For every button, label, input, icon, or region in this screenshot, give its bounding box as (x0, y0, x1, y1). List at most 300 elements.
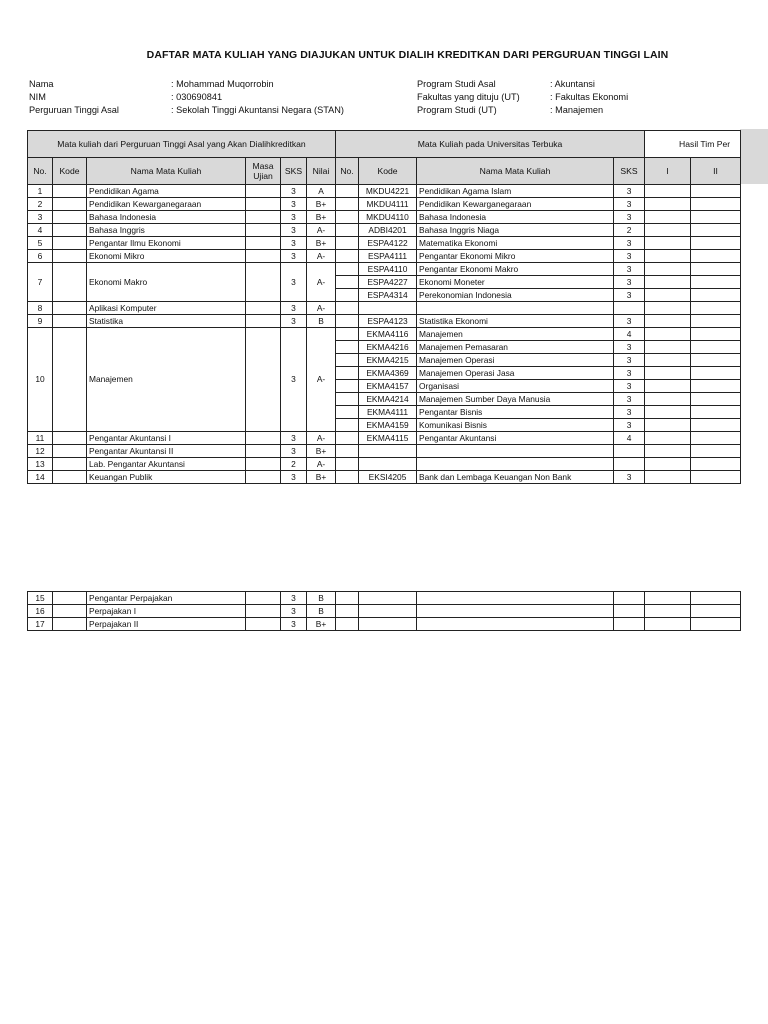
cell-no: 11 (28, 432, 53, 445)
cell-nama: Pengantar Ilmu Ekonomi (87, 237, 246, 250)
cell-sks-ut: 3 (614, 198, 645, 211)
cell-kode (53, 302, 87, 315)
cell-nama: Ekonomi Makro (87, 263, 246, 302)
cell-hasil-2 (691, 605, 741, 618)
cell-nama-ut (417, 618, 614, 631)
table-row (28, 263, 741, 276)
cell-hasil-1 (645, 354, 691, 367)
cell-masa-ujian (246, 432, 281, 445)
cell-nilai: A- (307, 250, 336, 263)
course-transfer-table-continued (27, 591, 741, 631)
table-row (28, 471, 741, 484)
cell-nilai: B+ (307, 237, 336, 250)
col-hasil-2: II (691, 158, 741, 185)
table-body-continued (28, 592, 741, 631)
cell-no-ut (336, 406, 359, 419)
cell-masa-ujian (246, 328, 281, 432)
cell-no-ut (336, 302, 359, 315)
cell-no-ut (336, 618, 359, 631)
cell-sks: 3 (281, 263, 307, 302)
cell-sks: 3 (281, 237, 307, 250)
cell-kode-ut: ESPA4110 (359, 263, 417, 276)
cell-no: 15 (28, 592, 53, 605)
cell-nilai: B (307, 592, 336, 605)
cell-kode-ut: EKMA4116 (359, 328, 417, 341)
header-asal: Mata kuliah dari Perguruan Tinggi Asal yang Akan Dialihkreditkan (28, 131, 336, 158)
cell-masa-ujian (246, 224, 281, 237)
cell-no: 3 (28, 211, 53, 224)
cell-nama-ut: Pengantar Akuntansi (417, 432, 614, 445)
cell-no: 14 (28, 471, 53, 484)
cell-kode (53, 445, 87, 458)
cell-no-ut (336, 224, 359, 237)
cell-sks-ut: 3 (614, 237, 645, 250)
hasil-header-overflow (740, 129, 768, 184)
cell-nilai: A- (307, 224, 336, 237)
cell-sks: 3 (281, 328, 307, 432)
cell-kode-ut: ESPA4111 (359, 250, 417, 263)
cell-kode (53, 471, 87, 484)
cell-masa-ujian (246, 605, 281, 618)
cell-kode-ut (359, 302, 417, 315)
cell-no-ut (336, 471, 359, 484)
cell-nama-ut: Pengantar Ekonomi Mikro (417, 250, 614, 263)
cell-kode (53, 263, 87, 302)
col-hasil-1: I (645, 158, 691, 185)
cell-hasil-1 (645, 445, 691, 458)
cell-masa-ujian (246, 211, 281, 224)
table-row (28, 302, 741, 315)
cell-hasil-1 (645, 592, 691, 605)
table-row (28, 458, 741, 471)
info-label: Perguruan Tinggi Asal (29, 105, 119, 115)
cell-kode-ut: ESPA4123 (359, 315, 417, 328)
col-kode: Kode (53, 158, 87, 185)
col-nama: Nama Mata Kuliah (87, 158, 246, 185)
cell-sks-ut: 3 (614, 471, 645, 484)
cell-kode (53, 432, 87, 445)
cell-masa-ujian (246, 471, 281, 484)
cell-kode (53, 618, 87, 631)
cell-nama: Aplikasi Komputer (87, 302, 246, 315)
cell-sks: 3 (281, 211, 307, 224)
cell-nama-ut: Manajemen Sumber Daya Manusia (417, 393, 614, 406)
cell-sks-ut: 3 (614, 354, 645, 367)
cell-nama: Bahasa Indonesia (87, 211, 246, 224)
info-row-perguruan-tinggi (29, 104, 344, 117)
table-group-header-row (28, 131, 741, 158)
cell-hasil-2 (691, 185, 741, 198)
cell-sks: 3 (281, 302, 307, 315)
table-row (28, 315, 741, 328)
cell-nama-ut: Pengantar Ekonomi Makro (417, 263, 614, 276)
cell-masa-ujian (246, 315, 281, 328)
cell-hasil-2 (691, 250, 741, 263)
cell-sks-ut: 3 (614, 289, 645, 302)
cell-no: 1 (28, 185, 53, 198)
cell-sks: 3 (281, 592, 307, 605)
info-label: Fakultas yang dituju (UT) (417, 92, 520, 102)
cell-masa-ujian (246, 263, 281, 302)
cell-nilai: A- (307, 263, 336, 302)
cell-nama-ut: Manajemen Pemasaran (417, 341, 614, 354)
cell-hasil-1 (645, 315, 691, 328)
table-row (28, 185, 741, 198)
info-row-nim (29, 91, 344, 104)
cell-nama: Keuangan Publik (87, 471, 246, 484)
cell-hasil-2 (691, 445, 741, 458)
cell-hasil-1 (645, 198, 691, 211)
cell-hasil-2 (691, 380, 741, 393)
cell-sks: 3 (281, 471, 307, 484)
header-ut: Mata Kuliah pada Universitas Terbuka (336, 131, 645, 158)
cell-sks-ut (614, 458, 645, 471)
cell-no-ut (336, 341, 359, 354)
cell-kode-ut: EKSI4205 (359, 471, 417, 484)
header-hasil: Hasil Tim Per (645, 131, 741, 158)
cell-hasil-1 (645, 380, 691, 393)
table-row (28, 211, 741, 224)
cell-nama: Pengantar Akuntansi II (87, 445, 246, 458)
cell-kode-ut (359, 605, 417, 618)
cell-no-ut (336, 458, 359, 471)
cell-nama-ut: Bahasa Indonesia (417, 211, 614, 224)
cell-sks: 3 (281, 250, 307, 263)
info-label: NIM (29, 92, 46, 102)
cell-hasil-2 (691, 224, 741, 237)
cell-nama: Manajemen (87, 328, 246, 432)
cell-hasil-2 (691, 315, 741, 328)
cell-no-ut (336, 419, 359, 432)
cell-kode-ut: ESPA4227 (359, 276, 417, 289)
cell-kode (53, 211, 87, 224)
cell-nama-ut (417, 445, 614, 458)
cell-nilai: B (307, 315, 336, 328)
col-sks-ut: SKS (614, 158, 645, 185)
cell-nama: Bahasa Inggris (87, 224, 246, 237)
table-column-header-row (28, 158, 741, 185)
cell-hasil-1 (645, 302, 691, 315)
cell-kode-ut: EKMA4157 (359, 380, 417, 393)
cell-hasil-1 (645, 458, 691, 471)
cell-kode-ut: EKMA4369 (359, 367, 417, 380)
cell-hasil-1 (645, 289, 691, 302)
cell-nama-ut (417, 458, 614, 471)
cell-masa-ujian (246, 445, 281, 458)
cell-nama: Pengantar Perpajakan (87, 592, 246, 605)
cell-nama: Perpajakan II (87, 618, 246, 631)
cell-nilai: B+ (307, 471, 336, 484)
cell-nilai: B (307, 605, 336, 618)
cell-nilai: A- (307, 458, 336, 471)
cell-nilai: A- (307, 328, 336, 432)
info-label: Program Studi (UT) (417, 105, 497, 115)
cell-kode-ut (359, 458, 417, 471)
cell-kode-ut: MKDU4111 (359, 198, 417, 211)
cell-sks-ut: 3 (614, 315, 645, 328)
cell-no: 10 (28, 328, 53, 432)
cell-kode-ut: MKDU4221 (359, 185, 417, 198)
cell-hasil-2 (691, 432, 741, 445)
cell-nama-ut: Matematika Ekonomi (417, 237, 614, 250)
cell-nama-ut: Bahasa Inggris Niaga (417, 224, 614, 237)
cell-no-ut (336, 289, 359, 302)
col-nama-ut: Nama Mata Kuliah (417, 158, 614, 185)
cell-hasil-2 (691, 276, 741, 289)
cell-no: 17 (28, 618, 53, 631)
col-no: No. (28, 158, 53, 185)
table-row (28, 224, 741, 237)
cell-kode-ut: EKMA4115 (359, 432, 417, 445)
cell-sks-ut: 4 (614, 328, 645, 341)
cell-masa-ujian (246, 185, 281, 198)
cell-hasil-1 (645, 432, 691, 445)
cell-hasil-1 (645, 341, 691, 354)
cell-sks-ut (614, 302, 645, 315)
cell-sks-ut: 3 (614, 393, 645, 406)
cell-hasil-2 (691, 406, 741, 419)
cell-hasil-2 (691, 458, 741, 471)
cell-nama: Pendidikan Agama (87, 185, 246, 198)
cell-hasil-2 (691, 367, 741, 380)
info-label: Program Studi Asal (417, 79, 496, 89)
cell-nama-ut (417, 605, 614, 618)
info-value: : Fakultas Ekonomi (550, 92, 629, 102)
cell-kode (53, 605, 87, 618)
cell-kode-ut (359, 445, 417, 458)
cell-sks: 3 (281, 224, 307, 237)
cell-hasil-2 (691, 211, 741, 224)
cell-sks-ut: 3 (614, 406, 645, 419)
cell-sks-ut: 3 (614, 341, 645, 354)
course-transfer-table (27, 130, 741, 484)
cell-sks-ut: 4 (614, 432, 645, 445)
cell-no-ut (336, 605, 359, 618)
cell-nama-ut: Komunikasi Bisnis (417, 419, 614, 432)
cell-hasil-2 (691, 328, 741, 341)
cell-nama: Lab. Pengantar Akuntansi (87, 458, 246, 471)
cell-nama-ut (417, 302, 614, 315)
cell-no: 2 (28, 198, 53, 211)
cell-no: 9 (28, 315, 53, 328)
cell-kode-ut: EKMA4159 (359, 419, 417, 432)
info-row-nama (29, 78, 344, 91)
cell-kode (53, 592, 87, 605)
cell-sks-ut: 2 (614, 224, 645, 237)
cell-masa-ujian (246, 592, 281, 605)
cell-no: 13 (28, 458, 53, 471)
cell-hasil-1 (645, 618, 691, 631)
cell-kode (53, 315, 87, 328)
cell-hasil-2 (691, 419, 741, 432)
cell-no: 16 (28, 605, 53, 618)
cell-nama-ut (417, 592, 614, 605)
cell-nama-ut: Manajemen Operasi Jasa (417, 367, 614, 380)
cell-no-ut (336, 315, 359, 328)
cell-sks-ut: 3 (614, 211, 645, 224)
cell-nama: Statistika (87, 315, 246, 328)
cell-sks-ut: 3 (614, 367, 645, 380)
col-masa-ujian: Masa Ujian (246, 158, 281, 185)
cell-masa-ujian (246, 237, 281, 250)
info-label: Nama (29, 79, 54, 89)
cell-hasil-1 (645, 211, 691, 224)
cell-kode-ut: EKMA4111 (359, 406, 417, 419)
cell-hasil-2 (691, 592, 741, 605)
cell-hasil-2 (691, 354, 741, 367)
cell-no: 12 (28, 445, 53, 458)
info-value: : Akuntansi (550, 79, 595, 89)
cell-sks: 3 (281, 198, 307, 211)
student-info-left (29, 78, 344, 117)
cell-kode-ut (359, 592, 417, 605)
cell-kode-ut: EKMA4215 (359, 354, 417, 367)
cell-nilai: A- (307, 302, 336, 315)
cell-kode (53, 250, 87, 263)
table-row (28, 250, 741, 263)
info-value: : Sekolah Tinggi Akuntansi Negara (STAN) (171, 105, 344, 115)
info-row-prodi-ut (417, 104, 628, 117)
cell-hasil-2 (691, 618, 741, 631)
cell-nama: Pengantar Akuntansi I (87, 432, 246, 445)
cell-no-ut (336, 328, 359, 341)
cell-masa-ujian (246, 458, 281, 471)
cell-no-ut (336, 592, 359, 605)
cell-sks-ut: 3 (614, 185, 645, 198)
cell-nama-ut: Pengantar Bisnis (417, 406, 614, 419)
cell-hasil-2 (691, 289, 741, 302)
cell-nilai: B+ (307, 211, 336, 224)
cell-kode (53, 224, 87, 237)
table-row (28, 445, 741, 458)
col-nilai: Nilai (307, 158, 336, 185)
table-row (28, 432, 741, 445)
cell-hasil-1 (645, 393, 691, 406)
cell-hasil-2 (691, 302, 741, 315)
cell-hasil-1 (645, 250, 691, 263)
col-sks: SKS (281, 158, 307, 185)
cell-kode-ut (359, 618, 417, 631)
student-info-right (417, 78, 628, 117)
cell-no-ut (336, 354, 359, 367)
info-value: : 030690841 (171, 92, 223, 102)
cell-hasil-1 (645, 406, 691, 419)
cell-nama: Perpajakan I (87, 605, 246, 618)
cell-kode (53, 458, 87, 471)
cell-hasil-1 (645, 185, 691, 198)
cell-kode (53, 198, 87, 211)
cell-masa-ujian (246, 250, 281, 263)
table-body (28, 185, 741, 484)
cell-nilai: A- (307, 432, 336, 445)
cell-sks-ut (614, 618, 645, 631)
cell-no-ut (336, 237, 359, 250)
cell-sks-ut (614, 592, 645, 605)
cell-kode-ut: ESPA4122 (359, 237, 417, 250)
cell-no-ut (336, 393, 359, 406)
cell-hasil-1 (645, 224, 691, 237)
cell-hasil-2 (691, 471, 741, 484)
info-row-fakultas (417, 91, 628, 104)
cell-sks: 3 (281, 432, 307, 445)
cell-no: 4 (28, 224, 53, 237)
cell-no-ut (336, 198, 359, 211)
cell-no-ut (336, 380, 359, 393)
cell-no-ut (336, 185, 359, 198)
cell-hasil-1 (645, 237, 691, 250)
cell-no-ut (336, 263, 359, 276)
cell-masa-ujian (246, 618, 281, 631)
cell-nilai: B+ (307, 198, 336, 211)
cell-no: 6 (28, 250, 53, 263)
cell-nilai: A (307, 185, 336, 198)
cell-hasil-1 (645, 328, 691, 341)
cell-no-ut (336, 276, 359, 289)
cell-sks-ut: 3 (614, 419, 645, 432)
cell-nama-ut: Pendidikan Kewarganegaraan (417, 198, 614, 211)
cell-no-ut (336, 432, 359, 445)
table-row (28, 592, 741, 605)
cell-nama-ut: Perekonomian Indonesia (417, 289, 614, 302)
table-row (28, 618, 741, 631)
cell-sks: 2 (281, 458, 307, 471)
table-row (28, 605, 741, 618)
cell-no: 5 (28, 237, 53, 250)
cell-nama-ut: Bank dan Lembaga Keuangan Non Bank (417, 471, 614, 484)
cell-no-ut (336, 445, 359, 458)
cell-hasil-2 (691, 237, 741, 250)
cell-no: 8 (28, 302, 53, 315)
cell-kode (53, 328, 87, 432)
cell-sks: 3 (281, 605, 307, 618)
cell-no-ut (336, 211, 359, 224)
cell-hasil-1 (645, 276, 691, 289)
cell-kode-ut: ADBI4201 (359, 224, 417, 237)
cell-no-ut (336, 250, 359, 263)
cell-nama-ut: Statistika Ekonomi (417, 315, 614, 328)
cell-hasil-1 (645, 605, 691, 618)
cell-sks-ut: 3 (614, 380, 645, 393)
cell-hasil-2 (691, 393, 741, 406)
cell-hasil-1 (645, 367, 691, 380)
cell-kode-ut: EKMA4216 (359, 341, 417, 354)
info-value: : Mohammad Muqorrobin (171, 79, 274, 89)
cell-hasil-2 (691, 263, 741, 276)
cell-nama-ut: Manajemen Operasi (417, 354, 614, 367)
cell-kode-ut: EKMA4214 (359, 393, 417, 406)
table-row (28, 328, 741, 341)
cell-sks-ut: 3 (614, 250, 645, 263)
col-no-ut: No. (336, 158, 359, 185)
cell-nama-ut: Manajemen (417, 328, 614, 341)
cell-hasil-1 (645, 419, 691, 432)
cell-sks: 3 (281, 185, 307, 198)
document-title: DAFTAR MATA KULIAH YANG DIAJUKAN UNTUK DIALIH KREDITKAN DARI PERGURUAN TINGGI LAIN (146, 49, 669, 61)
cell-sks-ut: 3 (614, 276, 645, 289)
cell-nama-ut: Organisasi (417, 380, 614, 393)
info-value: : Manajemen (550, 105, 604, 115)
cell-sks: 3 (281, 618, 307, 631)
cell-nama-ut: Pendidikan Agama Islam (417, 185, 614, 198)
cell-sks-ut (614, 445, 645, 458)
cell-nama: Ekonomi Mikro (87, 250, 246, 263)
cell-nilai: B+ (307, 445, 336, 458)
cell-hasil-1 (645, 263, 691, 276)
cell-nama-ut: Ekonomi Moneter (417, 276, 614, 289)
cell-sks-ut: 3 (614, 263, 645, 276)
table-row (28, 198, 741, 211)
cell-kode-ut: MKDU4110 (359, 211, 417, 224)
